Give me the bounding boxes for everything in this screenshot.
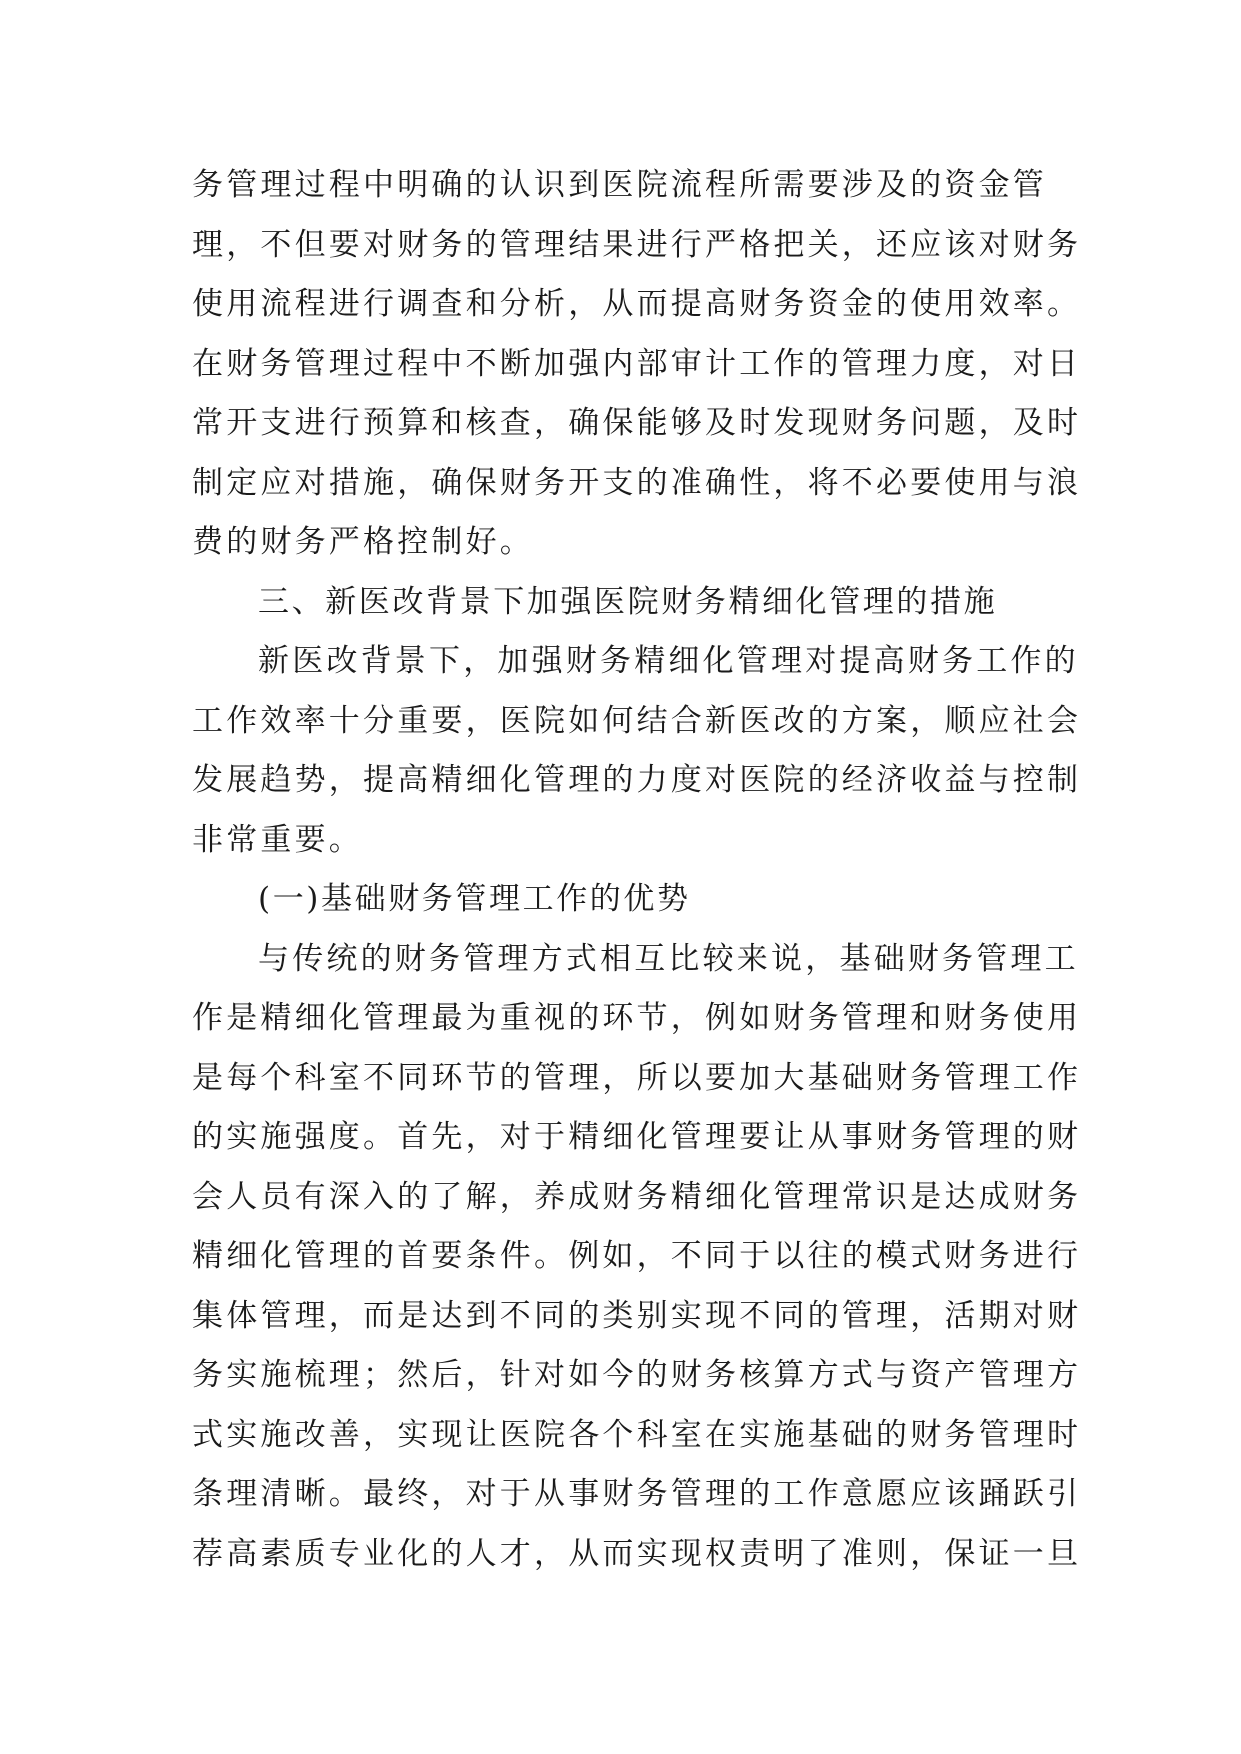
text-line: 新医改背景下，加强财务精细化管理对提高财务工作的 — [258, 643, 1079, 679]
text-line: 集体管理，而是达到不同的类别实现不同的管理，活期对财 — [192, 1297, 1082, 1334]
text-line: 的实施强度。首先，对于精细化管理要让从事财务管理的财 — [192, 1119, 1082, 1155]
text-line: 式实施改善，实现让医院各个科室在实施基础的财务管理时 — [192, 1416, 1082, 1453]
text-line: 作是精细化管理最为重视的环节，例如财务管理和财务使用 — [192, 1000, 1082, 1036]
text-line: 与传统的财务管理方式相互比较来说，基础财务管理工 — [258, 940, 1079, 977]
text-line: 会人员有深入的了解，养成财务精细化管理常识是达成财务 — [192, 1178, 1082, 1215]
text-line: 条理清晰。最终，对于从事财务管理的工作意愿应该踊跃引 — [192, 1476, 1082, 1512]
text-line: 在财务管理过程中不断加强内部审计工作的管理力度，对日 — [192, 345, 1082, 382]
text-line: 精细化管理的首要条件。例如，不同于以往的模式财务进行 — [192, 1238, 1082, 1274]
text-line: 制定应对措施，确保财务开支的准确性，将不必要使用与浪 — [192, 464, 1082, 501]
text-line: 务实施梳理；然后，针对如今的财务核算方式与资产管理方 — [192, 1357, 1082, 1393]
text-line: 荐高素质专业化的人才，从而实现权责明了准则，保证一旦 — [192, 1535, 1082, 1572]
text-line: 非常重要。 — [192, 821, 363, 858]
subsection-heading: (一)基础财务管理工作的优势 — [258, 881, 691, 917]
text-line: 工作效率十分重要，医院如何结合新医改的方案，顺应社会 — [192, 702, 1082, 739]
text-line: 理，不但要对财务的管理结果进行严格把关，还应该对财务 — [192, 226, 1082, 263]
text-line: 是每个科室不同环节的管理，所以要加大基础财务管理工作 — [192, 1059, 1082, 1096]
section-heading: 三、新医改背景下加强医院财务精细化管理的措施 — [258, 583, 998, 620]
text-line: 费的财务严格控制好。 — [192, 524, 534, 560]
text-line: 常开支进行预算和核查，确保能够及时发现财务问题，及时 — [192, 405, 1082, 441]
text-line: 发展趋势，提高精细化管理的力度对医院的经济收益与控制 — [192, 762, 1082, 798]
body-text — [192, 156, 1082, 1584]
text-line: 务管理过程中明确的认识到医院流程所需要涉及的资金管 — [192, 167, 1047, 203]
text-line: 使用流程进行调查和分析，从而提高财务资金的使用效率。 — [192, 286, 1082, 322]
